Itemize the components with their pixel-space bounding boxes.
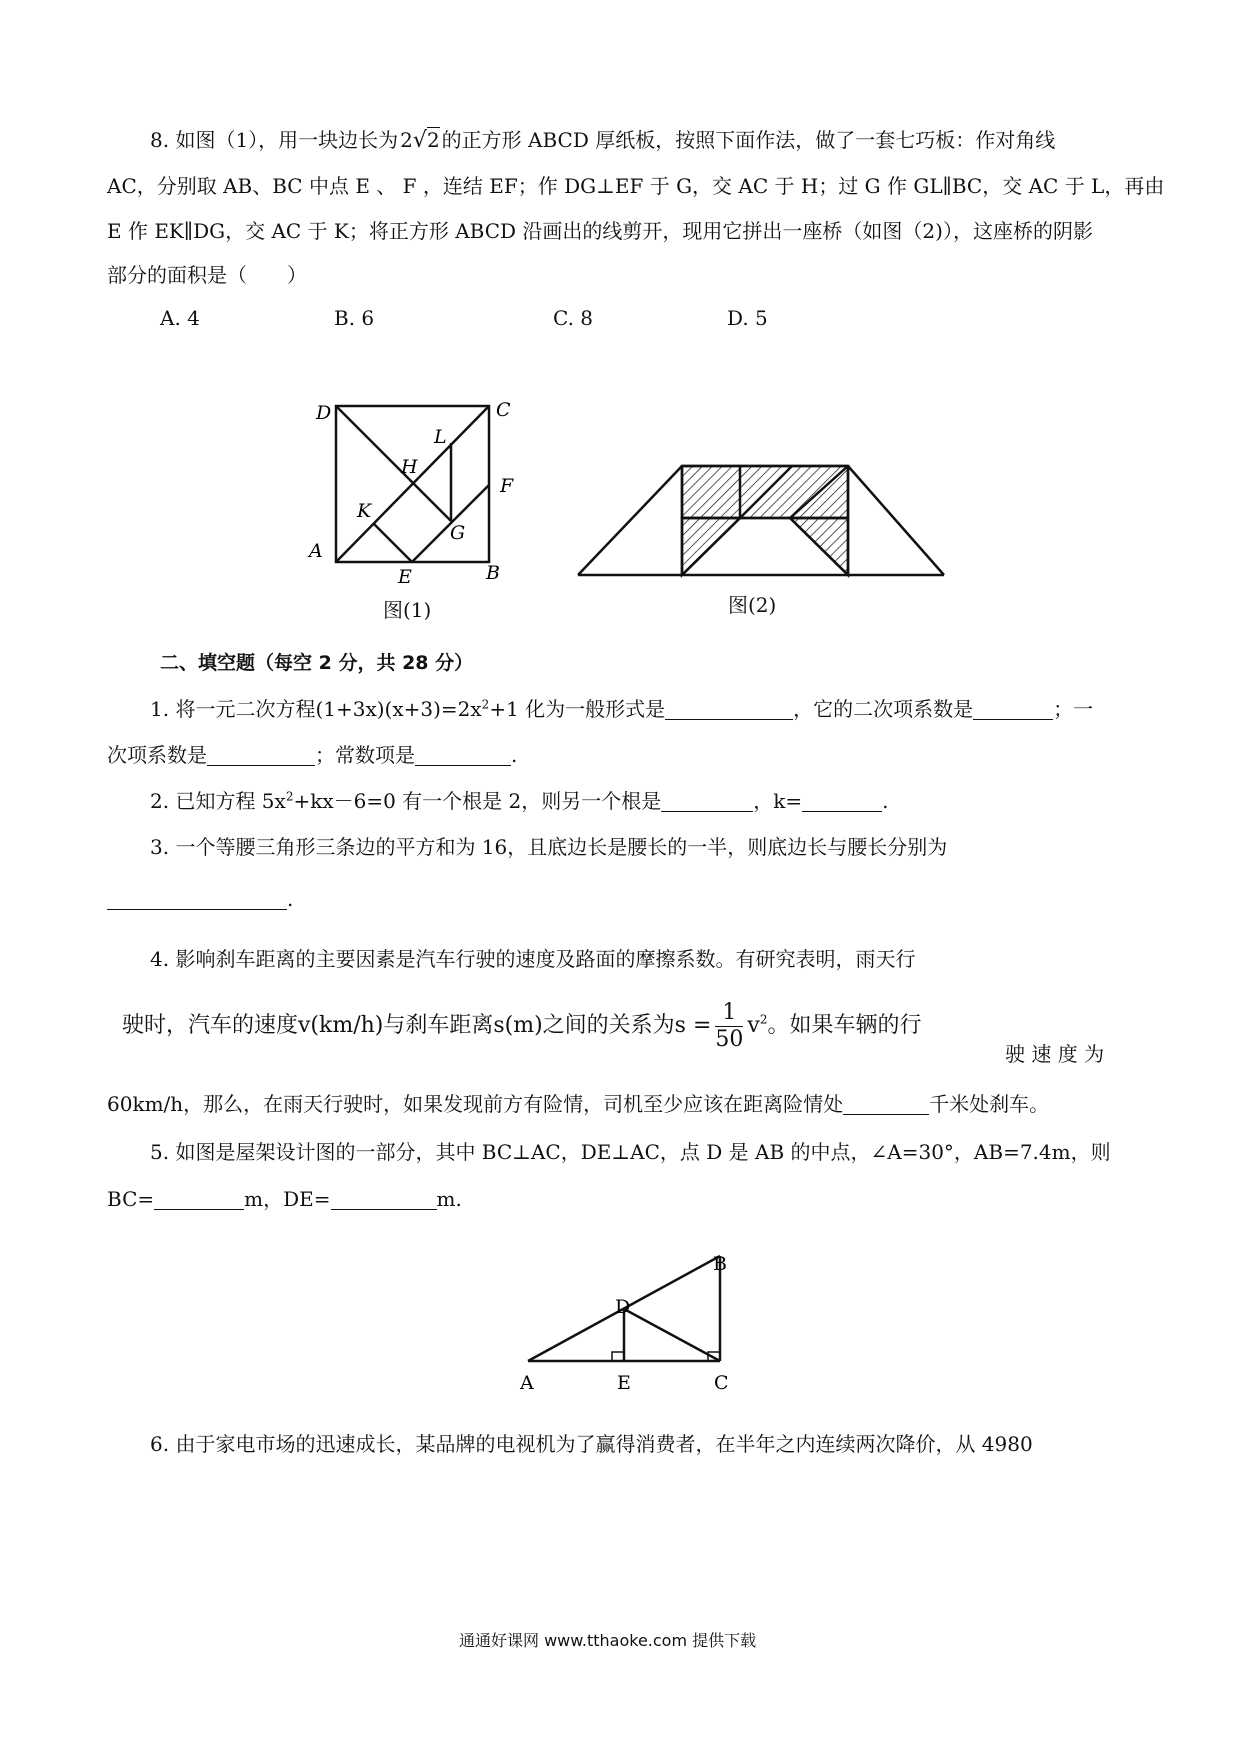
sqrt-expression: 2√2 — [400, 128, 440, 153]
f5-line1: 5. 如图是屋架设计图的一部分，其中 BC⊥AC，DE⊥AC，点 D 是 AB 的中点，∠A=30°，AB=7.4m，则 — [150, 1140, 1111, 1164]
f4-line1: 4. 影响刹车距离的主要因素是汽车行驶的速度及路面的摩擦系数。有研究表明，雨天行 — [150, 947, 916, 971]
answer-blank-k[interactable] — [802, 791, 882, 812]
f2-line: 2. 已知方程 $5x^2+kx-6=0$ 有一个根是 2，则另一个根是 ，k= . — [150, 789, 889, 813]
f5-line2: BC= m，DE= m. — [107, 1187, 462, 1211]
fig1-label-e: E — [398, 566, 412, 588]
answer-blank-other-root[interactable] — [661, 791, 753, 812]
answer-blank-distance[interactable] — [843, 1094, 929, 1115]
answer-blank-quadratic-coef[interactable] — [973, 699, 1053, 720]
f4-line2: 驶时，汽车的速度v(km/h)与刹车距离s(m)之间的关系为s = $\frac{1}{50}$ $v^2$。如果车辆的行 — [122, 999, 922, 1052]
section-heading: 二、填空题（每空 2 分，共 28 分） — [160, 652, 474, 674]
f3-line2: . — [107, 885, 293, 913]
q8-line3: E 作 EK∥DG，交 AC 于 K；将正方形 ABCD 沿画出的线剪开，现用它拼出一座桥（如图（2)），这座桥的阴影 — [107, 219, 1093, 243]
truss-label-e: E — [617, 1372, 631, 1394]
fig1-label-g: G — [450, 522, 466, 544]
fig1-label-a: A — [309, 540, 323, 562]
tangram-figure-1 — [300, 395, 520, 595]
truss-label-a: A — [520, 1372, 534, 1394]
answer-blank-bc[interactable] — [154, 1189, 244, 1210]
choice-a[interactable]: A. 4 — [160, 306, 200, 330]
fig1-label-c: C — [496, 399, 511, 421]
choice-b[interactable]: B. 6 — [334, 306, 375, 330]
f1-line1: 1. 将一元二次方程$(1+3x)(x+3)=2x^2+1$ 化为一般形式是 ，它的二次项系数是 ；一 — [150, 697, 1094, 721]
fig1-label-l: L — [434, 426, 447, 448]
truss-label-d: D — [615, 1296, 631, 1318]
answer-blank-general-form[interactable] — [665, 699, 793, 720]
f6-line1: 6. 由于家电市场的迅速成长，某品牌的电视机为了赢得消费者，在半年之内连续两次降价，从 4980 — [150, 1432, 1033, 1456]
answer-blank-de[interactable] — [331, 1189, 437, 1210]
q8-line4: 部分的面积是（ ） — [107, 263, 307, 287]
footer-text: 通通好课网 www.tthaoke.com 提供下载 — [459, 1631, 757, 1650]
truss-label-b: B — [713, 1253, 727, 1275]
choice-c[interactable]: C. 8 — [553, 306, 594, 330]
choice-d[interactable]: D. 5 — [727, 306, 768, 330]
fig1-label-k: K — [357, 500, 372, 522]
answer-blank-constant[interactable] — [415, 745, 511, 766]
answer-blank-sides[interactable] — [107, 889, 287, 910]
truss-label-c: C — [714, 1372, 729, 1394]
fraction-one-fiftieth: $\frac{1}{50}$ — [715, 999, 744, 1052]
tangram-bridge-figure-2 — [570, 455, 960, 585]
fig1-label-f: F — [500, 475, 514, 497]
fig1-label-h: H — [401, 456, 418, 478]
f1-line2: 次项系数是 ；常数项是 . — [107, 743, 518, 767]
fig1-label-d: D — [316, 402, 332, 424]
f3-line1: 3. 一个等腰三角形三条边的平方和为 16，且底边长是腰长的一半，则底边长与腰长分别为 — [150, 835, 948, 859]
q8-line1: 8. 如图（1），用一块边长为 2√2 的正方形 ABCD 厚纸板，按照下面作法，做了一套七巧板：作对角线 — [150, 128, 1056, 153]
f4-line3: 60km/h，那么，在雨天行驶时，如果发现前方有险情，司机至少应该在距离险情处 千米处刹车。 — [107, 1092, 1050, 1116]
answer-blank-linear-coef[interactable] — [207, 745, 315, 766]
fig1-label-b: B — [486, 562, 500, 584]
fig2-caption: 图(2) — [728, 593, 777, 617]
roof-truss-figure — [510, 1245, 750, 1395]
fig1-caption: 图(1) — [383, 598, 432, 622]
f4-line2-tail: 驶 速 度 为 — [1005, 1042, 1105, 1066]
q8-line2: AC，分别取 AB、BC 中点 E 、 F ，连结 EF；作 DG⊥EF 于 G，交 AC 于 H；过 G 作 GL∥BC，交 AC 于 L，再由 — [107, 174, 1165, 198]
